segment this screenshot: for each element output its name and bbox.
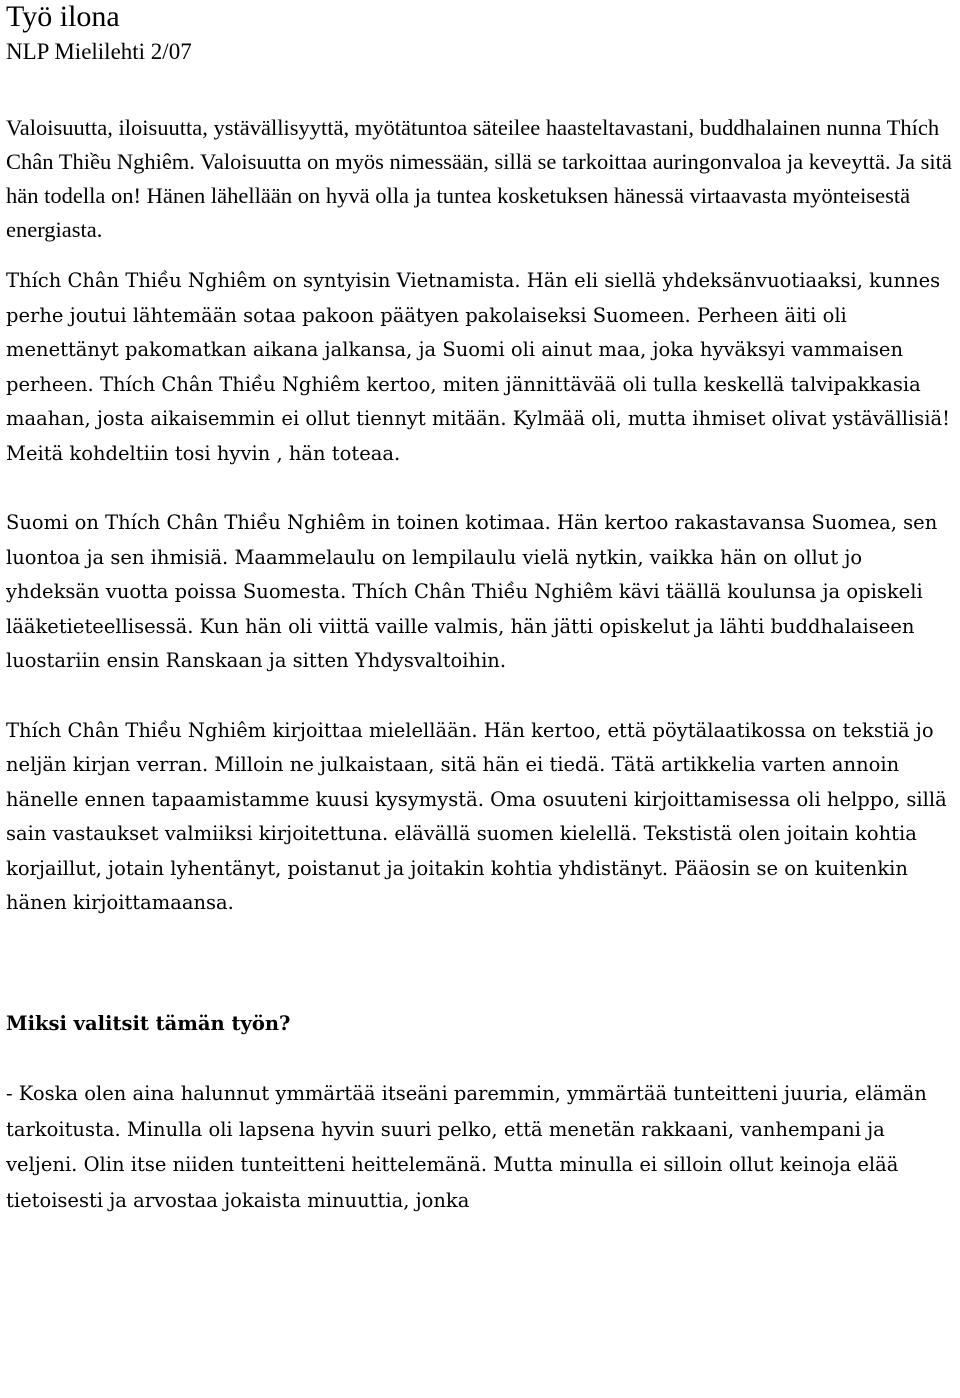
interview-question: Miksi valitsit tämän työn?: [6, 1011, 291, 1035]
article-page: [6, 0, 956, 1218]
interview-answer: - Koska olen aina halunnut ymmärtää itseäni paremmin, ymmärtää tunteitteni juuria, elämän tarkoitusta. Minulla oli lapsena hyvin suuri pelko, että menetän rakkaani, vanhempani ja veljeni. Olin itse niiden tunteitteni heittelemänä. Mutta minulla ei silloin ollut keinoja elää tietoisesti ja arvostaa jokaista minuuttia, jonka: [6, 1082, 927, 1212]
body-paragraph-writing: Thích Chân Thiều Nghiêm kirjoittaa mielellään. Hän kertoo, että pöytälaatikossa on tekstiä jo neljän kirjan verran. Milloin ne julkaistaan, sitä hän ei tiedä. Tätä artikkelia varten annoin hänelle ennen tapaamistamme kuusi kysymystä. Oma osuuteni kirjoittamisessa oli helppo, sillä sain vastaukset valmiiksi kirjoitettuna. elävällä suomen kielellä. Tekstistä olen joitain kohtia korjaillut, jotain lyhentänyt, poistanut ja joitakin kohtia yhdistänyt. Pääosin se on kuitenkin hänen kirjoittamaansa.: [6, 718, 947, 914]
body-paragraph-finland: Suomi on Thích Chân Thiều Nghiêm in toinen kotimaa. Hän kertoo rakastavansa Suomea, sen luontoa ja sen ihmisiä. Maammelaulu on lempilaulu vielä nytkin, vaikka hän on ollut jo yhdeksän vuotta poissa Suomesta. Thích Chân Thiều Nghiêm kävi täällä koulunsa ja opiskeli lääketieteellisessä. Kun hän oli viittä vaille valmis, hän jätti opiskelut ja lähti buddhalaiseen luostariin ensin Ranskaan ja sitten Yhdysvaltoihin.: [6, 511, 938, 672]
intro-paragraph: Valoisuutta, iloisuutta, ystävällisyyttä, myötätuntoa säteilee haasteltavastani, buddhalainen nunna Thích Chân Thiều Nghiêm. Valoisuutta on myös nimessään, sillä se tarkoittaa auringonvaloa ja keveyttä. Ja sitä hän todella on! Hänen lähellään on hyvä olla ja tuntea kosketuksen hänessä virtaavasta myönteisestä energiasta.: [6, 115, 952, 242]
article-title: Työ ilona: [6, 0, 120, 33]
article-source: NLP Mielilehti 2/07: [6, 39, 192, 64]
body-paragraph-background: Thích Chân Thiều Nghiêm on syntyisin Vietnamista. Hän eli siellä yhdeksänvuotiaaksi, kunnes perhe joutui lähtemään sotaa pakoon päätyen pakolaiseksi Suomeen. Perheen äiti oli menettänyt pakomatkan aikana jalkansa, ja Suomi oli ainut maa, joka hyväksyi vammaisen perheen. Thích Chân Thiều Nghiêm kertoo, miten jännittävää oli tulla keskellä talvipakkasia maahan, josta aikaisemmin ei ollut tiennyt mitään. Kylmää oli, mutta ihmiset olivat ystävällisiä! Meitä kohdeltiin tosi hyvin , hän toteaa.: [6, 269, 950, 465]
